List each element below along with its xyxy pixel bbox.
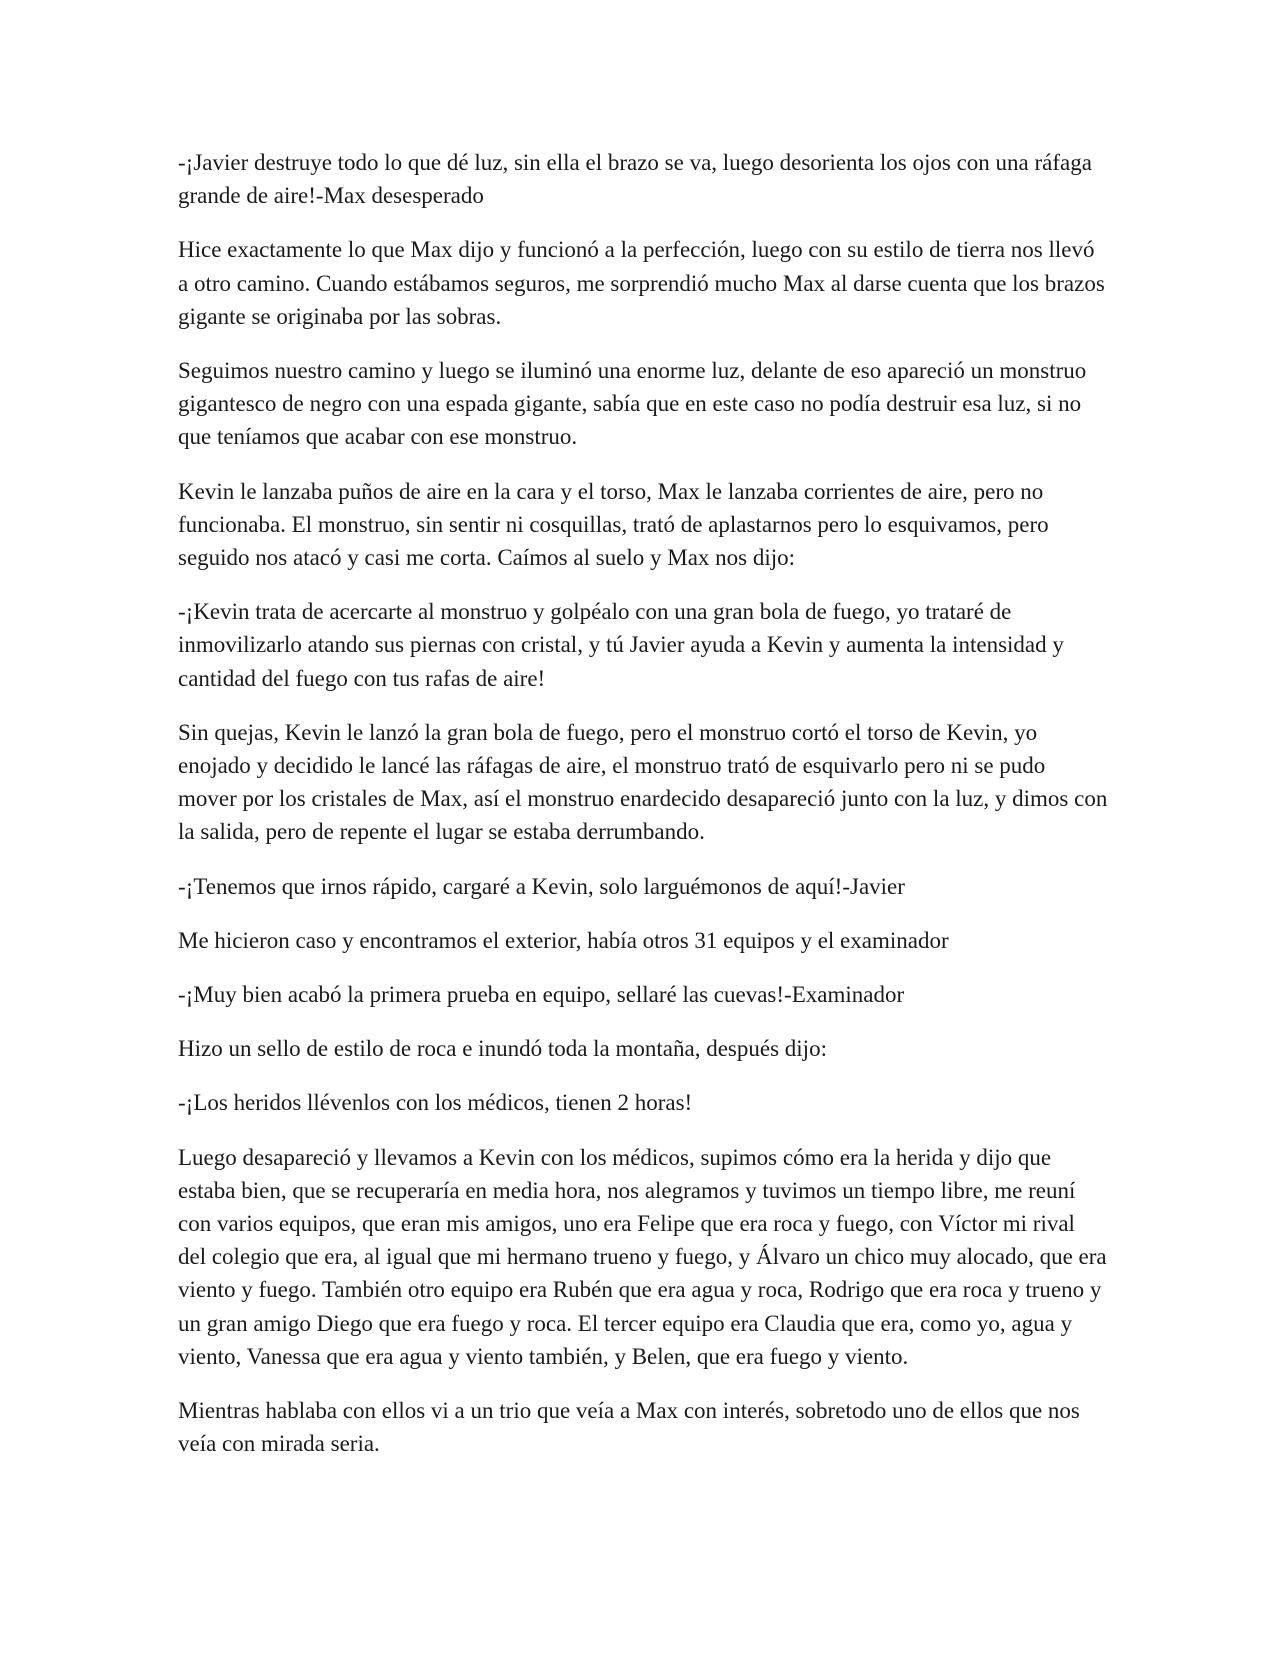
paragraph: -¡Muy bien acabó la primera prueba en equipo, sellaré las cuevas!-Examinador [178,982,905,1008]
document-body [178,146,1108,1482]
paragraph: Sin quejas, Kevin le lanzó la gran bola de fuego, pero el monstruo cortó el torso de Kevin, yo enojado y decidido le lancé las ráfagas de aire, el monstruo trató de esquivarlo pero ni se pudo mover por los cristales de Max, así el monstruo enardecido desapareció junto con la luz, y dimos con la salida, pero de repente el lugar se estaba derrumbando. [178,719,1108,845]
paragraph: Luego desapareció y llevamos a Kevin con los médicos, supimos cómo era la herida y dijo que estaba bien, que se recuperaría en media hora, nos alegramos y tuvimos un tiempo libre, me reuní con varios equipos, que eran mis amigos, uno era Felipe que era roca y fuego, con Víctor mi rival del colegio que era, al igual que mi hermano trueno y fuego, y Álvaro un chico muy alocado, que era viento y fuego. También otro equipo era Rubén que era agua y roca, Rodrigo que era roca y trueno y un gran amigo Diego que era fuego y roca. El tercer equipo era Claudia que era, como yo, agua y viento, Vanessa que era agua y viento también, y Belen, que era fuego y viento. [178,1144,1107,1369]
paragraph: Me hicieron caso y encontramos el exterior, había otros 31 equipos y el examinador [178,927,949,953]
paragraph: -¡Los heridos llévenlos con los médicos, tienen 2 horas! [178,1090,693,1116]
paragraph: -¡Javier destruye todo lo que dé luz, sin ella el brazo se va, luego desorienta los ojos con una ráfaga grande de aire!-Max desesperado [178,150,1092,209]
paragraph: -¡Tenemos que irnos rápido, cargaré a Kevin, solo larguémonos de aquí!-Javier [178,873,905,899]
paragraph: Seguimos nuestro camino y luego se iluminó una enorme luz, delante de eso apareció un monstruo gigantesco de negro con una espada gigante, sabía que en este caso no podía destruir esa luz, si no que teníamos que acabar con ese monstruo. [178,358,1087,450]
paragraph: Mientras hablaba con ellos vi a un trio que veía a Max con interés, sobretodo uno de ellos que nos veía con mirada seria. [178,1398,1080,1457]
paragraph: Kevin le lanzaba puños de aire en la cara y el torso, Max le lanzaba corrientes de aire, pero no funcionaba. El monstruo, sin sentir ni cosquillas, trató de aplastarnos pero lo esquivamos, pero seguido nos atacó y casi me corta. Caímos al suelo y Max nos dijo: [178,478,1049,571]
paragraph: Hice exactamente lo que Max dijo y funcionó a la perfección, luego con su estilo de tierra nos llevó a otro camino. Cuando estábamos seguros, me sorprendió mucho Max al darse cuenta que los brazos gigante se originaba por las sobras. [178,237,1105,329]
paragraph: Hizo un sello de estilo de roca e inundó toda la montaña, después dijo: [178,1036,827,1062]
paragraph: -¡Kevin trata de acercarte al monstruo y golpéalo con una gran bola de fuego, yo trataré de inmovilizarlo atando sus piernas con cristal, y tú Javier ayuda a Kevin y aumenta la intensidad y cantidad del fuego con tus rafas de aire! [178,599,1064,691]
